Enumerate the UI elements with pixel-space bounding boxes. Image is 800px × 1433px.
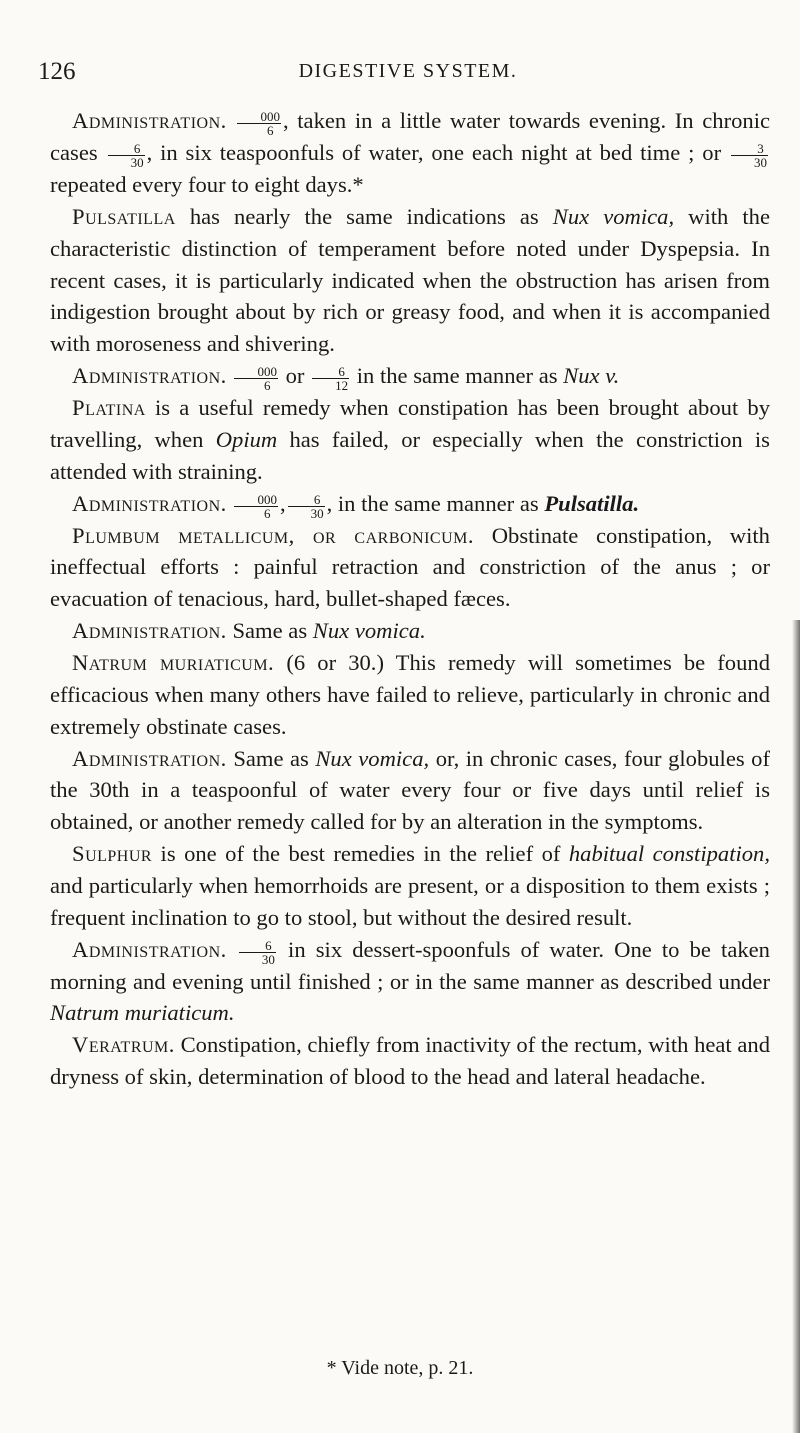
remedy-name: Veratrum. xyxy=(72,1032,175,1058)
remedy-name: Platina xyxy=(72,395,146,421)
remedy-reference: habitual constipation, xyxy=(568,841,770,867)
remedy-reference: Nux vomica. xyxy=(312,618,426,644)
remedy-reference: Opium xyxy=(215,426,278,452)
dose-fraction: $\frac{000}{6}$ xyxy=(237,110,281,137)
remedy-reference: Pulsatilla. xyxy=(544,490,640,516)
body-text xyxy=(50,105,770,1093)
paragraph: Natrum muriaticum. (6 or 30.) This remedy will sometimes be found efficacious when many others have failed to relieve, particularly in chronic and extremely obstinate cases. xyxy=(50,649,770,739)
dose-fraction: $\frac{3}{30}$ xyxy=(731,142,768,169)
page-number: 126 xyxy=(38,58,76,85)
section-label: Administration. xyxy=(72,745,227,771)
paragraph: Administration. $\frac{000}{6}$ , $\frac{6}{30}$ , in the same manner as Pulsatilla. xyxy=(72,490,640,521)
section-label: Administration. xyxy=(72,490,227,516)
remedy-name: Sulphur xyxy=(72,841,153,867)
paragraph: Administration. Same as Nux vomica. xyxy=(72,618,426,644)
page-header xyxy=(38,58,778,84)
paragraph: Platina is a useful remedy when constipation has been brought about by travelling, when Opium has failed, or especially when the constriction is attended with straining. xyxy=(50,395,770,484)
paragraph: Administration. $\frac{000}{6}$ , taken in a little water towards evening. In chronic cases $\frac{6}{30}$ , in six teaspoonfuls of water, one each night at bed time ; or $\frac{3}{30}$ repeated every four to eight days.* xyxy=(50,108,770,197)
paragraph: Administration. $\frac{000}{6}$ or $\frac{6}{12}$ in the same manner as Nux v. xyxy=(72,363,620,394)
section-label: Administration. xyxy=(72,618,227,644)
footnote: * Vide note, p. 21. xyxy=(326,1357,474,1379)
running-title: DIGESTIVE SYSTEM. xyxy=(298,60,518,82)
section-label: Administration. xyxy=(72,108,227,133)
dose-fraction: $\frac{000}{6}$ xyxy=(234,493,278,520)
remedy-name: Pulsatilla xyxy=(72,203,176,229)
dose-fraction: $\frac{6}{30}$ xyxy=(239,939,276,966)
paragraph: Pulsatilla has nearly the same indications as Nux vomica, with the characteristic distinction of temperament before noted under Dyspepsia. In recent cases, it is particularly indicated when the obstruction has arisen from indigestion brought about by rich or greasy food, and when it is accompanied with moroseness and shivering. xyxy=(50,203,770,357)
paragraph: Veratrum. Constipation, chiefly from inactivity of the rectum, with heat and dryness of skin, determination of blood to the head and lateral headache. xyxy=(50,1032,771,1090)
section-label: Administration. xyxy=(72,936,227,962)
dose-fraction: $\frac{6}{30}$ xyxy=(288,493,325,520)
paragraph: Plumbum metallicum, or carbonicum. Obstinate constipation, with ineffectual efforts : painful retraction and constriction of the anus ; or evacuation of tenacious, hard, bullet-shaped fæces. xyxy=(50,522,770,612)
remedy-name: Plumbum metallicum, or carbonicum. xyxy=(72,522,475,548)
dose-fraction: $\frac{6}{30}$ xyxy=(108,142,145,169)
paragraph: Administration. $\frac{6}{30}$ in six dessert-spoonfuls of water. One to be taken morning and evening until finished ; or in the same manner as described under Natrum muriaticum. xyxy=(50,936,770,1026)
dose-fraction: $\frac{000}{6}$ xyxy=(234,365,278,392)
paragraph: Sulphur is one of the best remedies in the relief of habitual constipation, and particularly when hemorrhoids are present, or a disposition to them exists ; frequent inclination to go to stool, but without the desired result. xyxy=(50,841,770,930)
remedy-reference: Natrum muriaticum. xyxy=(50,1000,235,1026)
remedy-reference: Nux vomica, xyxy=(315,745,430,771)
page-edge-shadow xyxy=(792,620,800,1433)
dose-fraction: $\frac{6}{12}$ xyxy=(312,365,349,392)
section-label: Administration. xyxy=(72,363,227,389)
remedy-reference: Nux v. xyxy=(563,363,620,389)
remedy-name: Natrum muriaticum. xyxy=(72,649,275,675)
remedy-reference: Nux vomica, xyxy=(552,203,675,229)
paragraph: Administration. Same as Nux vomica, or, in chronic cases, four globules of the 30th in a teaspoonful of water every four or five days until relief is obtained, or another remedy called for by an alteration in the symptoms. xyxy=(50,745,770,835)
